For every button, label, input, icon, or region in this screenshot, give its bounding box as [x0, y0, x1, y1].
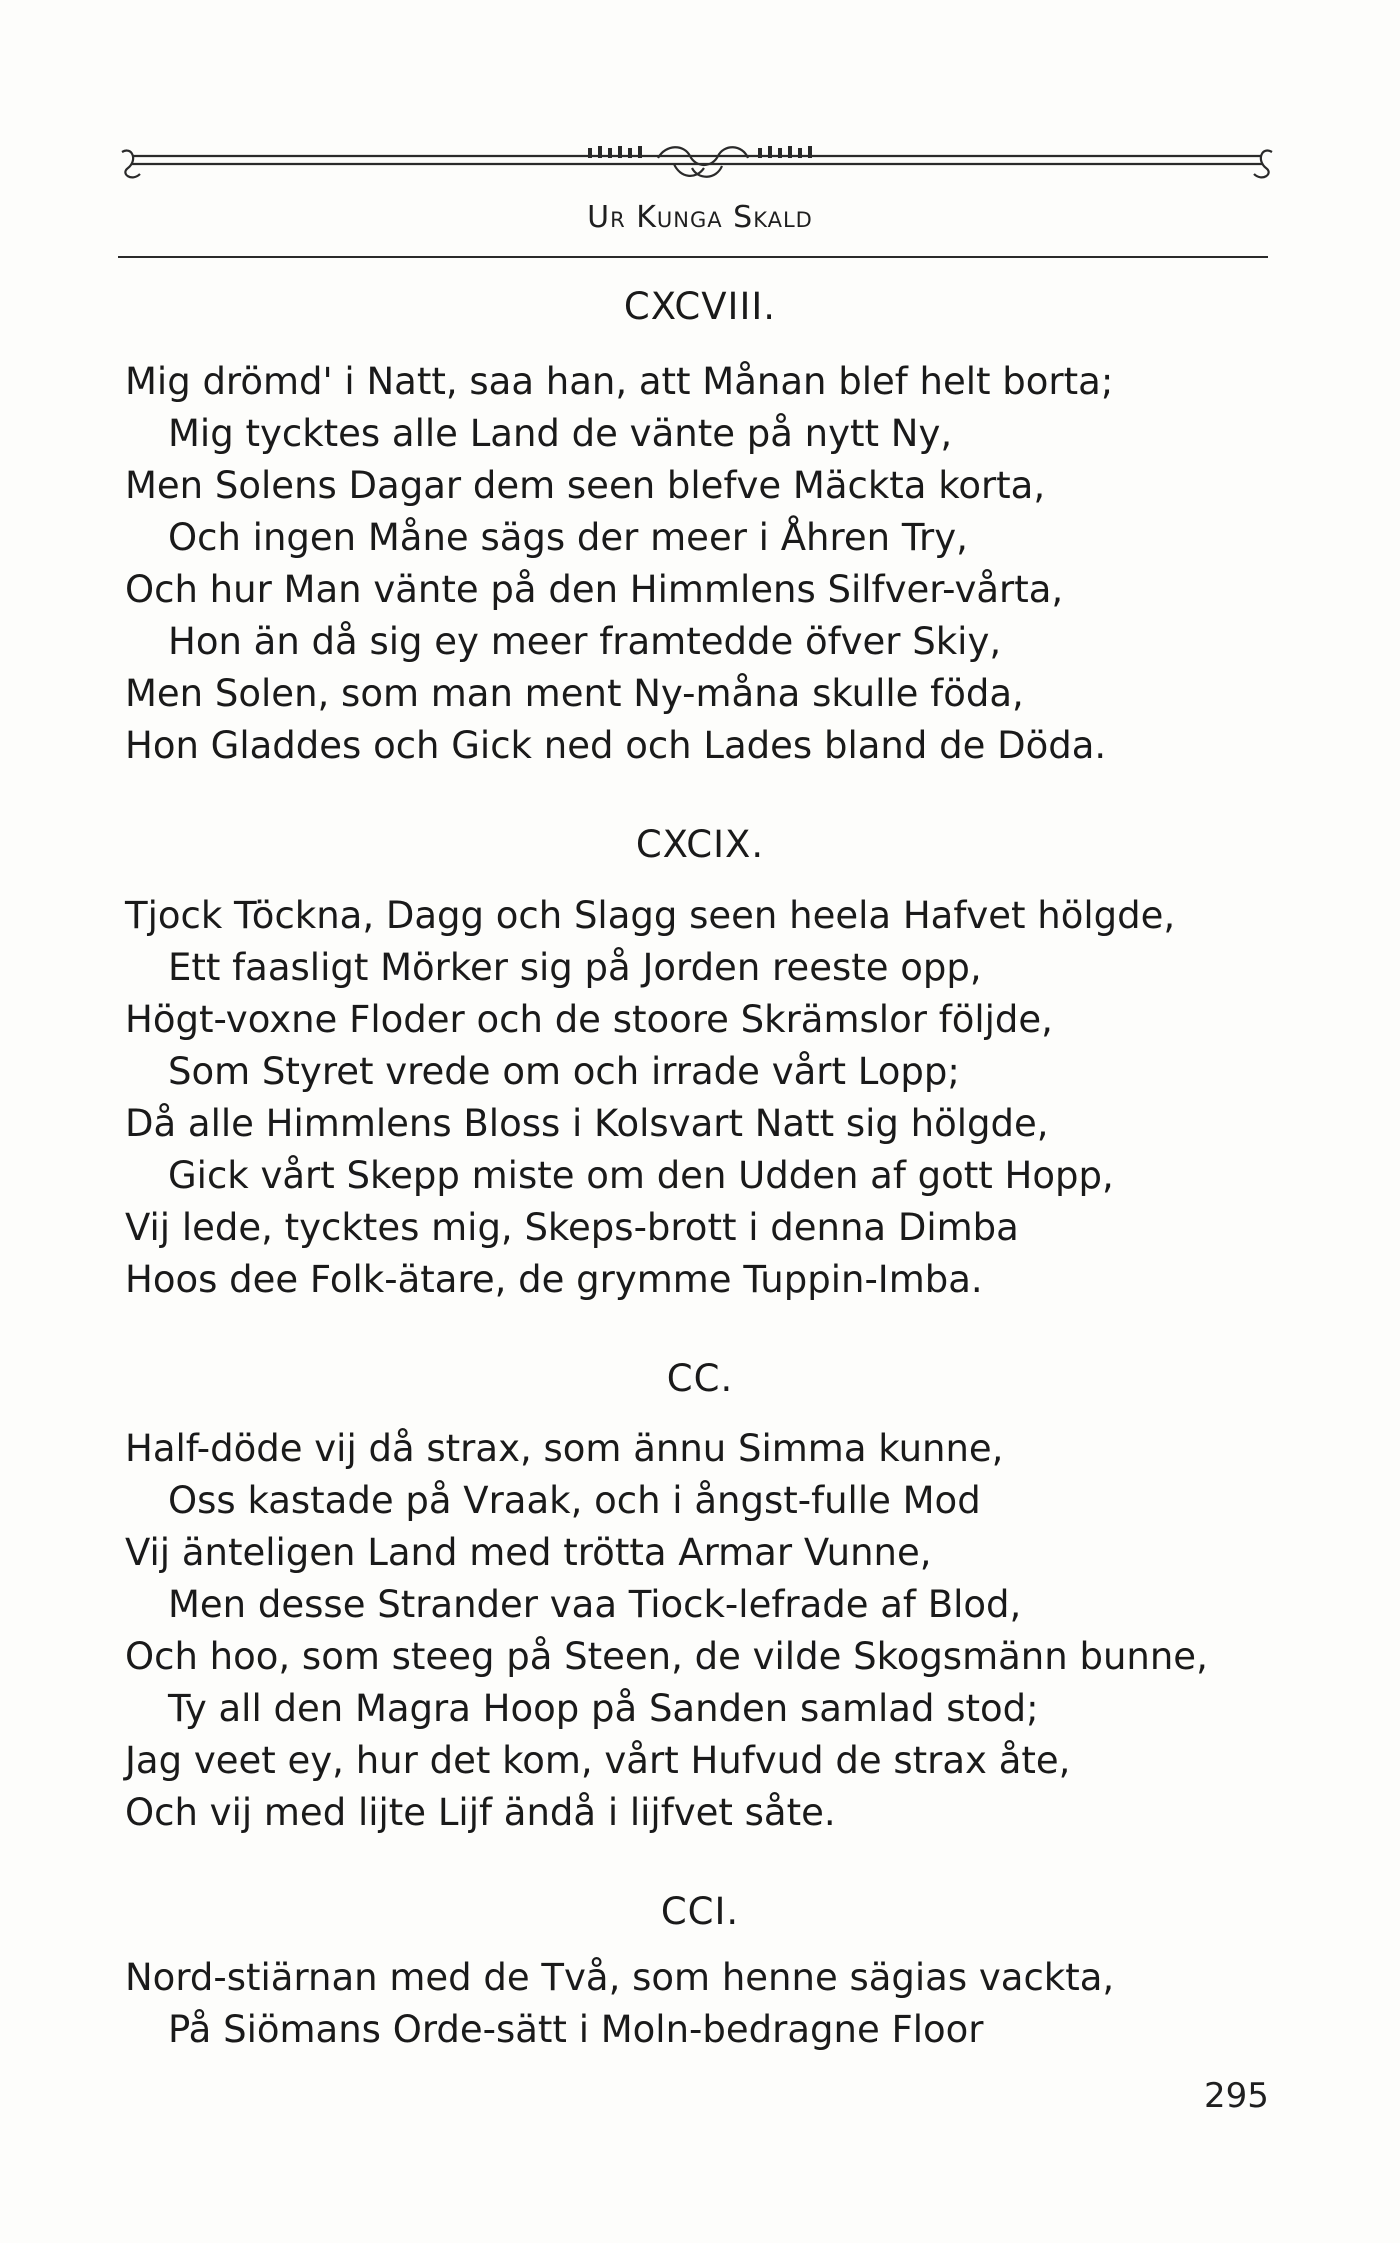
verse-line: Som Styret vrede om och irrade vårt Lopp; [168, 1050, 960, 1093]
verse-line: Half-döde vij då strax, som ännu Simma kunne, [125, 1427, 1004, 1470]
verse-line: Men Solen, som man ment Ny-måna skulle föda, [125, 672, 1024, 715]
verse-line: Mig tycktes alle Land de vänte på nytt Ny, [168, 412, 953, 455]
verse-line: På Siömans Orde-sätt i Moln-bedragne Floor [168, 2008, 984, 2051]
verse-line: Nord-stiärnan med de Två, som henne sägias vackta, [125, 1956, 1115, 1999]
section-heading: CC. [666, 1357, 734, 1400]
verse-line: Hon Gladdes och Gick ned och Lades bland de Döda. [125, 724, 1107, 767]
verse-line: Och hoo, som steeg på Steen, de vilde Skogsmänn bunne, [125, 1635, 1208, 1678]
page-number: 295 [1204, 2076, 1269, 2116]
verse-line: Gick vårt Skepp miste om den Udden af gott Hopp, [168, 1154, 1114, 1197]
header-rule [118, 256, 1268, 258]
section-heading: CXCIX. [635, 823, 765, 866]
verse-line: Vij lede, tycktes mig, Skeps-brott i denna Dimba [125, 1206, 1019, 1249]
header-ornament [118, 138, 1276, 188]
verse-line: Ett faasligt Mörker sig på Jorden reeste opp, [168, 946, 982, 989]
verse-line: Oss kastade på Vraak, och i ångst-fulle Mod [168, 1479, 981, 1522]
verse-line: Högt-voxne Floder och de stoore Skrämslor följde, [125, 998, 1053, 1041]
verse-line: Men desse Strander vaa Tiock-lefrade af Blod, [168, 1583, 1022, 1626]
verse-line: Vij änteligen Land med trötta Armar Vunne, [125, 1531, 932, 1574]
section-heading: CCI. [660, 1890, 740, 1933]
verse-line: Tjock Töckna, Dagg och Slagg seen heela Hafvet hölgde, [125, 894, 1176, 937]
verse-line: Hoos dee Folk-ätare, de grymme Tuppin-Imba. [125, 1258, 983, 1301]
verse-line: Hon än då sig ey meer framtedde öfver Skiy, [168, 620, 1002, 663]
verse-line: Mig drömd' i Natt, saa han, att Månan blef helt borta; [125, 360, 1114, 403]
verse-line: Jag veet ey, hur det kom, vårt Hufvud de strax åte, [125, 1739, 1071, 1782]
verse-line: Och vij med lijte Lijf ändå i lijfvet såte. [125, 1791, 836, 1834]
section-heading: CXCVIII. [623, 285, 777, 328]
verse-line: Och ingen Måne sägs der meer i Åhren Try, [168, 516, 968, 559]
running-head: Ur Kunga Skald [587, 200, 813, 235]
verse-line: Men Solens Dagar dem seen blefve Mäckta korta, [125, 464, 1046, 507]
verse-line: Och hur Man vänte på den Himmlens Silfver-vårta, [125, 568, 1064, 611]
verse-line: Då alle Himmlens Bloss i Kolsvart Natt sig hölgde, [125, 1102, 1049, 1145]
verse-line: Ty all den Magra Hoop på Sanden samlad stod; [168, 1687, 1039, 1730]
